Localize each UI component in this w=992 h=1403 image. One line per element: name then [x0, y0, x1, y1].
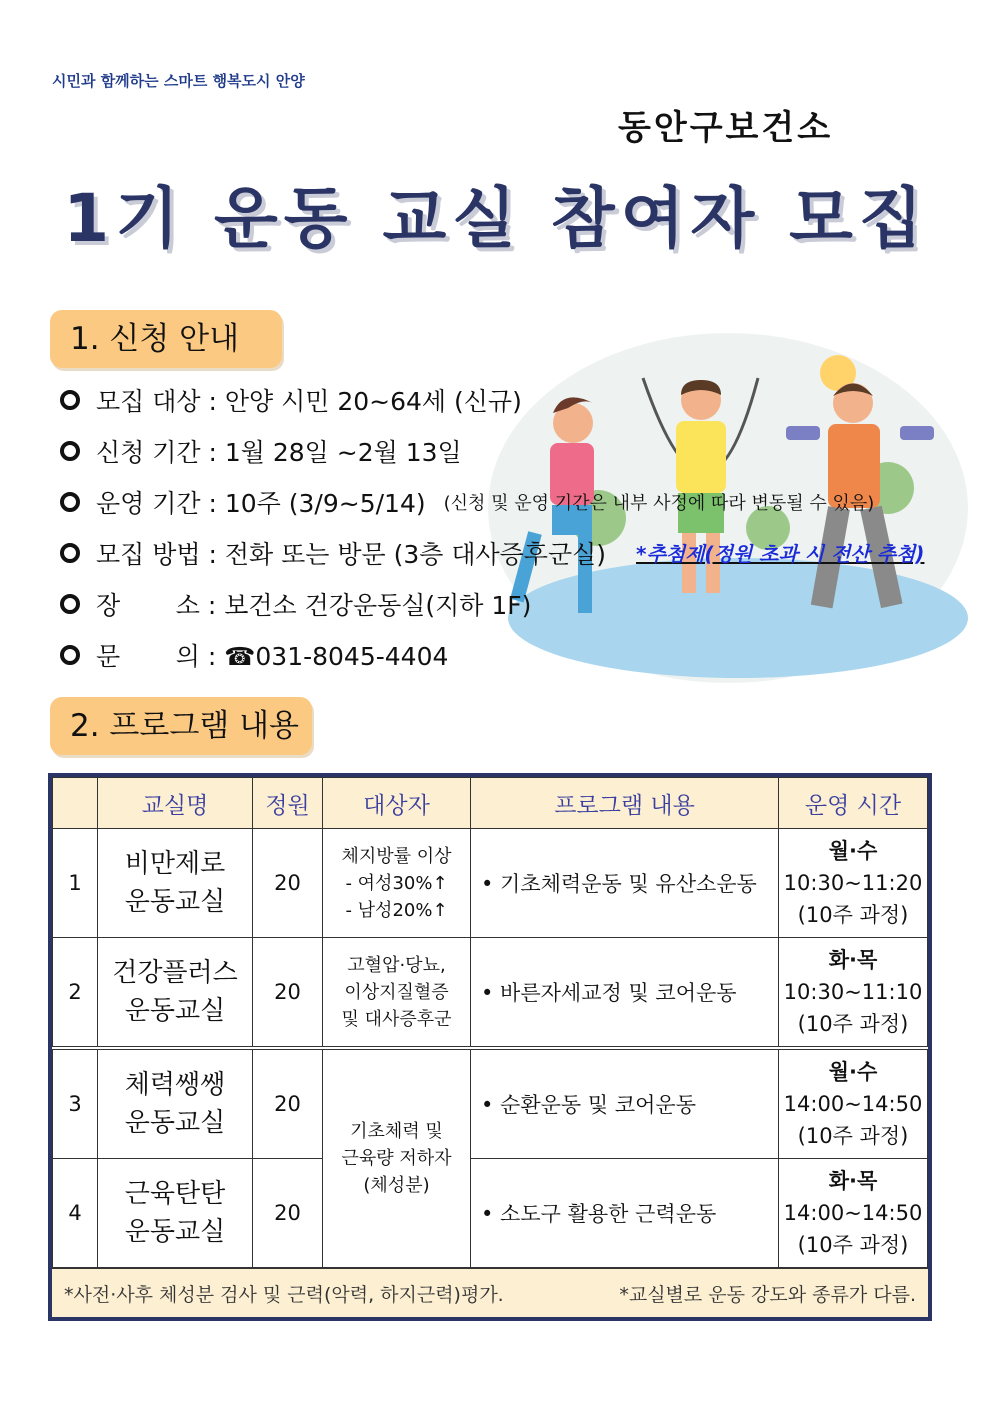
row-number: 4 [53, 1159, 98, 1268]
circle-bullet-icon [60, 543, 80, 563]
info-text: 운영 기간 : 10주 (3/9~5/14) [96, 488, 426, 518]
footer-note-assessment: *사전·사후 체성분 검사 및 근력(악력, 하지근력)평가. [64, 1283, 504, 1306]
circle-bullet-icon [60, 441, 80, 461]
program-table [48, 773, 932, 1321]
table-row [53, 829, 928, 938]
class-name: 건강플러스 운동교실 [98, 938, 253, 1049]
circle-bullet-icon [60, 594, 80, 614]
section-heading-application: 1. 신청 안내 [50, 310, 282, 368]
info-row-location [60, 578, 960, 629]
col-header-class-name: 교실명 [98, 778, 253, 829]
program-content: • 소도구 활용한 근력운동 [471, 1159, 779, 1268]
row-number: 3 [53, 1048, 98, 1159]
capacity: 20 [253, 938, 323, 1049]
col-header-target: 대상자 [323, 778, 471, 829]
class-name: 체력쌩쌩 운동교실 [98, 1048, 253, 1159]
slogan: 시민과 함께하는 스마트 행복도시 안양 [52, 72, 305, 90]
schedule: 화·목 14:00~14:50 (10주 과정) [779, 1159, 928, 1268]
program-content: • 순환운동 및 코어운동 [471, 1048, 779, 1159]
info-row-operation-period [60, 476, 960, 527]
class-name: 비만제로 운동교실 [98, 829, 253, 938]
info-row-application-period [60, 425, 960, 476]
target-group: 기초체력 및 근육량 저하자 (체성분) [323, 1048, 471, 1268]
program-content: • 기초체력운동 및 유산소운동 [471, 829, 779, 938]
class-name: 근육탄탄 운동교실 [98, 1159, 253, 1268]
lottery-note: *추첨제(정원 초과 시 전산 추첨) [636, 542, 925, 566]
schedule: 월·수 14:00~14:50 (10주 과정) [779, 1048, 928, 1159]
capacity: 20 [253, 829, 323, 938]
info-note: (신청 및 운영 기간은 내부 사정에 따라 변동될 수 있음) [443, 492, 875, 514]
schedule: 화·목 10:30~11:10 (10주 과정) [779, 938, 928, 1049]
info-row-method [60, 527, 960, 578]
col-header-time: 운영 시간 [779, 778, 928, 829]
info-row-contact [60, 629, 960, 680]
table-row [53, 1048, 928, 1159]
circle-bullet-icon [60, 492, 80, 512]
table-footer [52, 1268, 928, 1317]
schedule: 월·수 10:30~11:20 (10주 과정) [779, 829, 928, 938]
row-number: 2 [53, 938, 98, 1049]
col-header-content: 프로그램 내용 [471, 778, 779, 829]
info-text: 모집 대상 : 안양 시민 20~64세 (신규) [96, 386, 522, 416]
target-group: 체지방률 이상 - 여성30%↑ - 남성20%↑ [323, 829, 471, 938]
table-row [53, 938, 928, 1049]
info-text: 문 의 : ☎031-8045-4404 [96, 641, 449, 671]
info-text: 신청 기간 : 1월 28일 ~2월 13일 [96, 437, 462, 467]
circle-bullet-icon [60, 390, 80, 410]
program-content: • 바른자세교정 및 코어운동 [471, 938, 779, 1049]
row-number: 1 [53, 829, 98, 938]
target-group: 고혈압·당뇨, 이상지질혈증 및 대사증후군 [323, 938, 471, 1049]
application-info [60, 374, 960, 680]
table-row [53, 1159, 928, 1268]
info-row-target [60, 374, 960, 425]
footer-note-intensity: *교실별로 운동 강도와 종류가 다름. [619, 1283, 916, 1306]
page-title: 1기 운동 교실 참여자 모집 [63, 180, 929, 257]
organization-name: 동안구보건소 [618, 108, 834, 148]
section-heading-program: 2. 프로그램 내용 [50, 697, 312, 755]
col-header-capacity: 정원 [253, 778, 323, 829]
info-text: 장 소 : 보건소 건강운동실(지하 1F) [96, 590, 532, 620]
circle-bullet-icon [60, 645, 80, 665]
col-header-no [53, 778, 98, 829]
capacity: 20 [253, 1159, 323, 1268]
capacity: 20 [253, 1048, 323, 1159]
info-text: 모집 방법 : 전화 또는 방문 (3층 대사증후군실) [96, 539, 607, 569]
